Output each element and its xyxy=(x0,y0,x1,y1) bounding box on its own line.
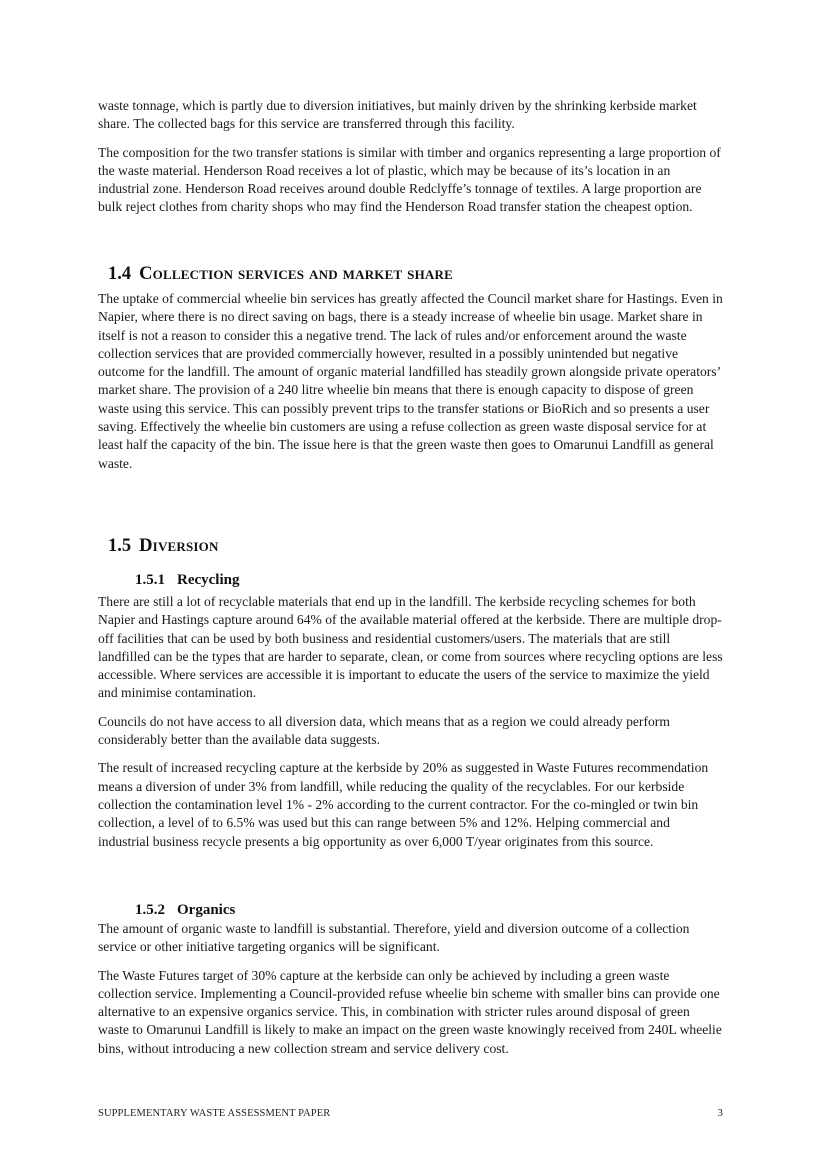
subsection-heading-1-5-2 xyxy=(135,902,235,919)
footer-title: SUPPLEMENTARY WASTE ASSESSMENT PAPER xyxy=(98,1108,331,1119)
section-1-4-body xyxy=(98,290,723,483)
paragraph: Councils do not have access to all diversion data, which means that as a region we could already perform considerably better than the available data suggests. xyxy=(98,713,670,748)
paragraph: waste tonnage, which is partly due to diversion initiatives, but mainly driven by the shrinking kerbside market share. The collected bags for this service are transferred through this facility. xyxy=(98,98,697,132)
section-number: 1.4 xyxy=(108,264,132,284)
subsection-number: 1.5.1 xyxy=(135,572,165,588)
paragraph: The result of increased recycling capture at the kerbside by 20% as suggested in Waste Futures recommendation means a diversion of under 3% from landfill, while reducing the quality of the recyclables. For our kerbside collection the contamination level 1% - 2% according to the current contractor. For the co-mingled or twin bin collection, a level of to 6.5% was used but this can range between 5% and 12%. Helping commercial and industrial business recycle presents a big opportunity as over 6,000 T/year originates from this source. xyxy=(98,760,709,849)
section-heading-1-5 xyxy=(108,536,219,557)
section-heading-1-4 xyxy=(108,264,453,285)
subsection-heading-1-5-1 xyxy=(135,572,239,589)
paragraph: The amount of organic waste to landfill is substantial. Therefore, yield and diversion outcome of a collection service or other initiative targeting organics will be significant. xyxy=(98,921,690,955)
section-title: Diversion xyxy=(139,536,219,556)
paragraph: There are still a lot of recyclable materials that end up in the landfill. The kerbside recycling schemes for both Napier and Hastings capture around 64% of the available material offered at the kerbside. There are multiple drop-off facilities that can be used by both business and residential customers/users. The materials that are still landfilled can be the types that are harder to separate, clean, or come from sources where recycling options are less accessible. Where services are accessible it is important to educate the users of the service to maximize the yield and minimise contamination. xyxy=(98,594,723,701)
paragraph: The uptake of commercial wheelie bin services has greatly affected the Council market share for Hastings. Even in Napier, where there is no direct saving on bags, there is a steady increase of wheelie bin usage. Market share in itself is not a reason to consider this a negative trend. The lack of rules and/or enforcement around the waste collection services that are provided commercially however, resulted in a possibly unintended but negative outcome for the landfill. The amount of organic material landfilled has steadily grown alongside private operators’ market share. The provision of a 240 litre wheelie bin means that there is enough capacity to dispose of green waste using this service. This can possibly prevent trips to the transfer stations or BioRich and so presents a user saving. Effectively the wheelie bin customers are using a refuse collection as green waste disposal service for at least half the capacity of the bin. The issue here is that the green waste then goes to Omarunui Landfill as general waste. xyxy=(98,291,723,471)
section-number: 1.5 xyxy=(108,536,132,556)
section-title: Collection services and market share xyxy=(139,264,453,284)
intro-block xyxy=(98,97,723,227)
subsection-number: 1.5.2 xyxy=(135,902,165,918)
paragraph: The composition for the two transfer stations is similar with timber and organics representing a large proportion of the waste material. Henderson Road receives a lot of plastic, which may be because of its’s location in an industrial zone. Henderson Road receives around double Redclyffe’s tonnage of textiles. A large proportion are bulk reject clothes from charity shops who may find the Henderson Road transfer station the cheapest option. xyxy=(98,144,721,215)
subsection-title: Recycling xyxy=(177,572,240,588)
page-number: 3 xyxy=(717,1108,723,1119)
section-1-5-2-body xyxy=(98,920,723,1068)
paragraph: The Waste Futures target of 30% capture at the kerbside can only be achieved by including a green waste collection service. Implementing a Council-provided refuse wheelie bin scheme with smaller bins can provide one alternative to an expensive organics service. This, in combination with stricter rules around disposal of green waste to Omarunui Landfill is likely to make an impact on the green waste knowingly received from 240L wheelie bins, without introducing a new collection stream and service delivery cost. xyxy=(98,967,722,1056)
subsection-title: Organics xyxy=(177,902,236,918)
section-1-5-1-body xyxy=(98,593,723,861)
